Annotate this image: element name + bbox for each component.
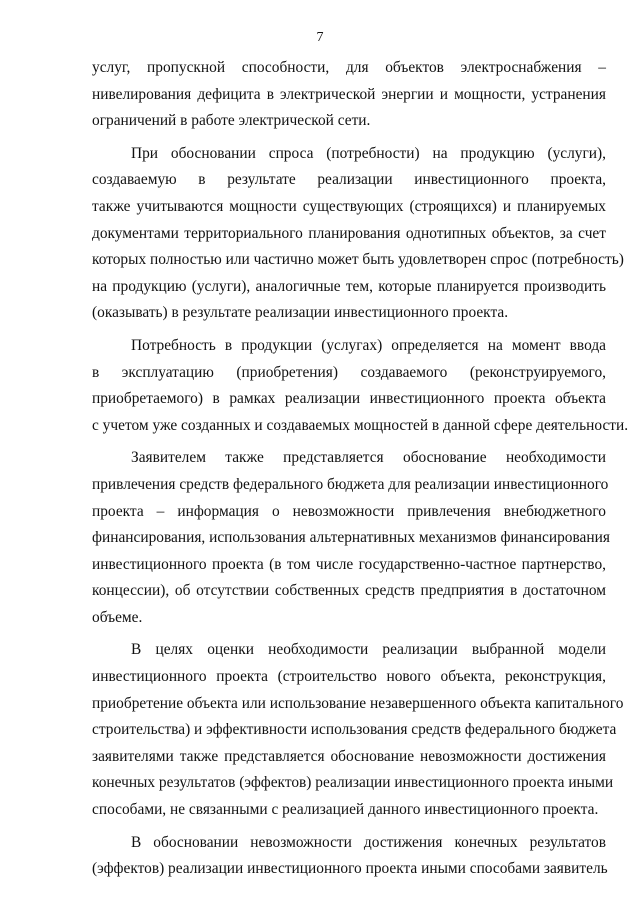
text-line: концессии), об отсутствии собственных средств предприятия в достаточном <box>92 582 606 600</box>
text-line: приобретение объекта или использование незавершенного объекта капитального <box>92 694 624 712</box>
page-number: 7 <box>316 30 324 45</box>
text-line: способами, не связанными с реализацией данного инвестиционного проекта. <box>92 801 599 819</box>
text-line: привлечения средств федерального бюджета для реализации инвестиционного <box>92 475 609 493</box>
text-line: услуг, пропускной способности, для объектов электроснабжения – <box>92 59 606 76</box>
text-line: создаваемую в результате реализации инвестиционного проекта, <box>92 171 606 189</box>
text-line: конечных результатов (эффектов) реализации инвестиционного проекта иными <box>92 774 614 792</box>
paragraph-5 <box>92 637 624 823</box>
text-line: с учетом уже созданных и создаваемых мощностей в данной сфере деятельности. <box>92 416 629 434</box>
text-line: ограничений в работе электрической сети. <box>92 112 371 130</box>
text-line: Заявителем также представляется обоснование необходимости <box>131 449 606 467</box>
text-line: документами территориального планирования однотипных объектов, за счет <box>92 224 606 242</box>
text-line: финансирования, использования альтернативных механизмов финансирования <box>92 529 610 547</box>
text-line: приобретаемого) в рамках реализации инвестиционного проекта объекта <box>92 390 606 408</box>
text-line: в эксплуатацию (приобретения) создаваемого (реконструируемого, <box>92 363 606 381</box>
text-line: строительства) и эффективности использования средств федерального бюджета <box>92 721 617 739</box>
text-line: нивелирования дефицита в электрической энергии и мощности, устранения <box>92 85 606 103</box>
text-line: В целях оценки необходимости реализации выбранной модели <box>131 641 606 659</box>
text-line: При обосновании спроса (потребности) на продукцию (услуги), <box>131 144 606 162</box>
text-line: инвестиционного проекта (строительство нового объекта, реконструкция, <box>92 668 606 686</box>
paragraph-1 <box>92 55 606 135</box>
text-line: В обосновании невозможности достижения конечных результатов <box>131 833 606 851</box>
paragraph-4 <box>92 445 610 631</box>
text-line: (эффектов) реализации инвестиционного проекта иными способами заявитель <box>92 860 608 878</box>
paragraph-6 <box>92 830 606 883</box>
body-text <box>92 55 629 883</box>
paragraph-3 <box>92 333 629 439</box>
text-line: объеме. <box>92 608 143 626</box>
text-line: на продукцию (услуги), аналогичные тем, которые планируется производить <box>92 277 606 295</box>
text-line: (оказывать) в результате реализации инвестиционного проекта. <box>92 304 509 322</box>
text-line: которых полностью или частично может быть удовлетворен спрос (потребность) <box>92 251 624 269</box>
text-line: проекта – информация о невозможности привлечения внебюджетного <box>92 502 606 520</box>
paragraph-2 <box>92 141 624 327</box>
text-line: также учитываются мощности существующих (строящихся) и планируемых <box>92 197 606 215</box>
text-line: заявителями также представляется обоснование невозможности достижения <box>92 747 606 765</box>
text-line: Потребность в продукции (услугах) определяется на момент ввода <box>131 336 606 354</box>
text-line: инвестиционного проекта (в том числе государственно-частное партнерство, <box>92 555 606 573</box>
